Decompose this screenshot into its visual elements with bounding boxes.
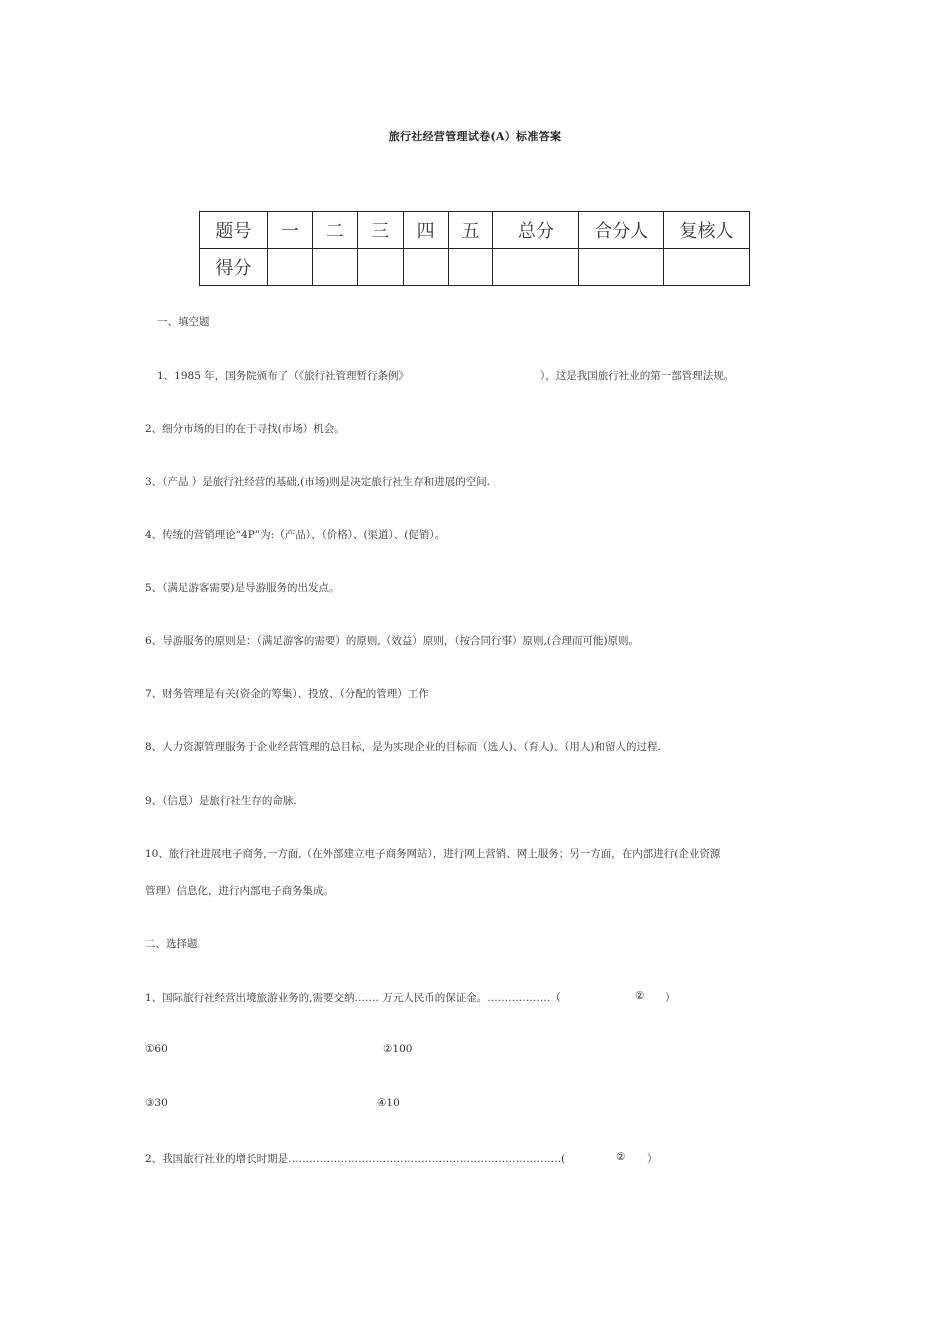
- fill-q1-right: ），这是我国旅行社业的第一部管理法规。: [540, 370, 735, 382]
- header-cell-1: 一: [267, 212, 312, 249]
- fill-q10-line2: 管理）信息化，进行内部电子商务集成。: [145, 885, 334, 897]
- header-cell-scorer: 合分人: [579, 212, 664, 249]
- score-table-score-row: [200, 249, 750, 286]
- score-cell: [664, 249, 750, 286]
- fill-q4: 4、传统的营销理论“4P”为:（产品）、（价格）、(渠道）、(促销）。: [145, 529, 446, 541]
- section1-heading: 一、填空题: [157, 316, 210, 328]
- score-table: [199, 211, 750, 286]
- choice-q1-close: ）: [665, 992, 676, 1004]
- section2-heading: 二、选择题: [145, 938, 198, 950]
- header-cell-reviewer: 复核人: [664, 212, 750, 249]
- choice-q1-answer: ②: [635, 990, 645, 1002]
- fill-q2: 2、细分市场的目的在于寻找(市场）机会。: [145, 423, 345, 435]
- score-cell: [312, 249, 357, 286]
- choice-q1-stem: 1、国际旅行社经营出境旅游业务的,需要交纳……. 万元人民币的保证金。………………（: [145, 992, 561, 1004]
- score-cell: [579, 249, 664, 286]
- score-table-header-row: [200, 212, 750, 249]
- header-cell-2: 二: [312, 212, 357, 249]
- header-cell-3: 三: [357, 212, 403, 249]
- header-cell-4: 四: [403, 212, 448, 249]
- score-cell: [448, 249, 493, 286]
- score-cell: [357, 249, 403, 286]
- choice-q2-stem: 2、我国旅行社业的增长时期是……………………………………………………………………(: [145, 1153, 566, 1165]
- choice-q1-option-1: ①60: [145, 1043, 168, 1055]
- score-cell: [403, 249, 448, 286]
- fill-q5: 5、（满足游客需要)是导游服务的出发点。: [145, 582, 340, 594]
- choice-q1-option-3: ③30: [145, 1097, 168, 1109]
- header-cell-total: 总分: [493, 212, 579, 249]
- choice-q2-answer: ②: [616, 1151, 626, 1163]
- fill-q9: 9、（信息）是旅行社生存的命脉.: [145, 795, 297, 807]
- choice-q2-close: ）: [647, 1153, 658, 1165]
- fill-q1-left: 1、1985 年，国务院颁布了（《旅行社管理暂行条例》: [157, 370, 409, 382]
- fill-q7: 7、财务管理是有关(资金的筹集）、投放、（分配的管理）工作: [145, 688, 429, 700]
- header-cell-question-no: 题号: [200, 212, 268, 249]
- score-row-label: 得分: [200, 249, 268, 286]
- fill-q6: 6、导游服务的原则是：（满足游客的需要）的原则,（效益）原则，（按合同行事）原则,(合理而可能)原则。: [145, 635, 640, 647]
- fill-q10-line1: 10、旅行社进展电子商务,一方面,（在外部建立电子商务网站），进行网上营销、网上服务；另一方面，在内部进行(企业资源: [145, 848, 721, 860]
- score-cell: [267, 249, 312, 286]
- choice-q1-option-4: ④10: [377, 1097, 400, 1109]
- score-cell: [493, 249, 579, 286]
- fill-q8: 8、人力资源管理服务于企业经营管理的总目标，是为实现企业的目标而（选人)、（育人)、（用人)和留人的过程.: [145, 741, 661, 753]
- fill-q3: 3、（产品 ）是旅行社经营的基础,(市场)则是决定旅行社生存和进展的空间.: [145, 476, 491, 488]
- header-cell-5: 五: [448, 212, 493, 249]
- document-title: 旅行社经营管理试卷(A）标准答案: [388, 130, 562, 143]
- choice-q1-option-2: ②100: [383, 1043, 413, 1055]
